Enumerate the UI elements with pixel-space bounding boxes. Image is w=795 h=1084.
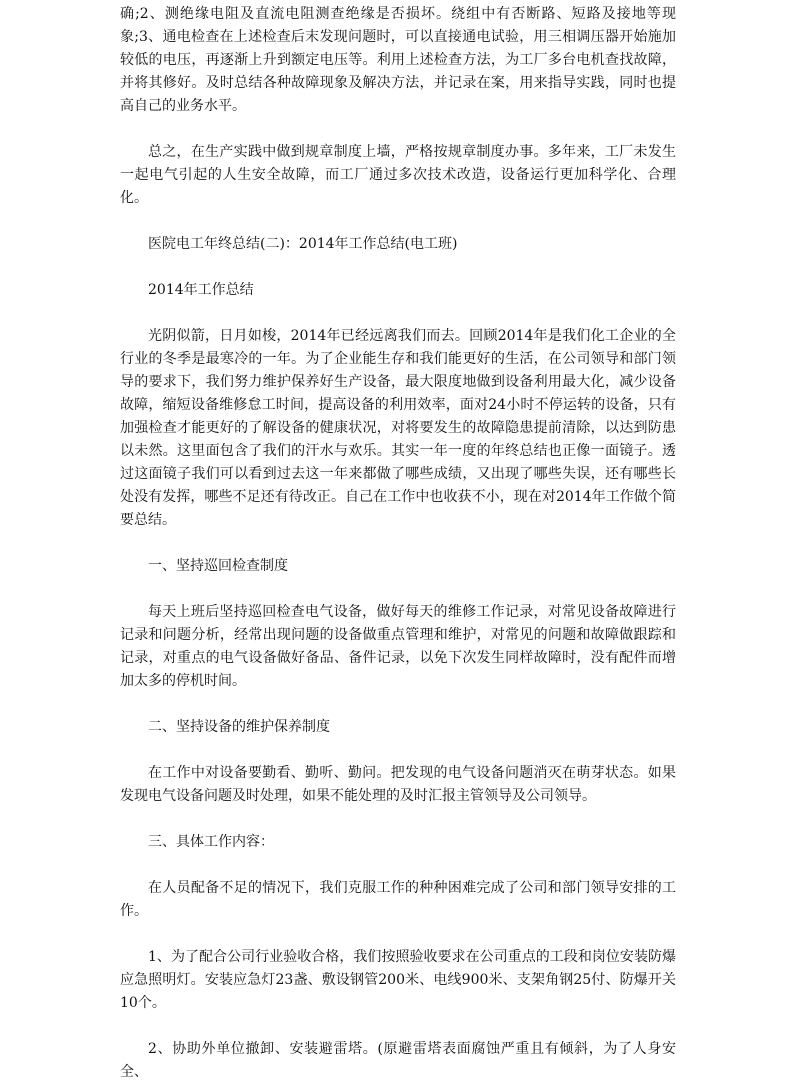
document-body	[120, 3, 676, 1084]
heading-specific-work: 三、具体工作内容：	[148, 834, 274, 850]
heading-patrol-inspection: 一、坚持巡回检查制度	[148, 558, 288, 574]
heading-2014-work-summary: 2014年工作总结	[148, 282, 254, 298]
paragraph-maintenance-system: 在工作中对设备要勤看、勤听、勤问。把发现的电气设备问题消灭在萌芽状态。如果发现电气设备问题及时处理，如果不能处理的及时汇报主管领导及公司领导。	[120, 765, 676, 804]
paragraph-conclusion: 总之，在生产实践中做到规章制度上墙，严格按规章制度办事。多年来，工厂未发生一起电气引起的人生安全故障，而工厂通过多次技术改造，设备运行更加科学化、合理化。	[120, 144, 676, 206]
paragraph-motor-inspection-continued: 确;2、测绝缘电阻及直流电阻测查绝缘是否损坏。绕组中有否断路、短路及接地等现象;3、通电检查在上述检查后末发现问题时，可以直接通电试验，用三相调压器开始施加较低的电压，再逐渐上升到额定电压等。利用上述检查方法，为工厂多台电机查找故障，并将其修好。及时总结各种故障现象及解决方法，并记录在案，用来指导实践，同时也提高自己的业务水平。	[120, 6, 676, 114]
heading-maintenance-system: 二、坚持设备的维护保养制度	[148, 719, 330, 735]
paragraph-item-1-emergency-lights: 1、为了配合公司行业验收合格，我们按照验收要求在公司重点的工段和岗位安装防爆应急照明灯。安装应急灯23盏、敷设钢管200米、电线900米、支架角钢25付、防爆开关10个。	[120, 949, 676, 1011]
paragraph-patrol-inspection: 每天上班后坚持巡回检查电气设备，做好每天的维修工作记录，对常见设备故障进行记录和问题分析，经常出现问题的设备做重点管理和维护，对常见的问题和故障做跟踪和记录，对重点的电气设备做好备品、备件记录，以免下次发生同样故障时，没有配件而增加太多的停机时间。	[120, 604, 676, 689]
paragraph-staffing: 在人员配备不足的情况下，我们克服工作的种种困难完成了公司和部门领导安排的工作。	[120, 880, 676, 919]
section-title-hospital-electrician-summary: 医院电工年终总结(二)：2014年工作总结(电工班)	[148, 236, 458, 252]
paragraph-item-2-lightning-tower: 2、协助外单位撤卸、安装避雷塔。(原避雷塔表面腐蚀严重且有倾斜，为了人身安全、	[120, 1041, 676, 1080]
paragraph-introduction: 光阴似箭，日月如梭，2014年已经远离我们而去。回顾2014年是我们化工企业的全行业的冬季是最寒冷的一年。为了企业能生存和我们能更好的生活，在公司领导和部门领导的要求下，我们努力维护保养好生产设备，最大限度地做到设备利用最大化，减少设备故障，缩短设备维修怠工时间，提高设备的利用效率，面对24小时不停运转的设备，只有加强检查才能更好的了解设备的健康状况，对将要发生的故障隐患提前清除，以达到防患以未然。这里面包含了我们的汗水与欢乐。其实一年一度的年终总结也正像一面镜子。透过这面镜子我们可以看到过去这一年来都做了哪些成绩，又出现了哪些失误，还有哪些长处没有发挥，哪些不足还有待改正。自己在工作中也收获不小，现在对2014年工作做个简要总结。	[120, 328, 676, 528]
